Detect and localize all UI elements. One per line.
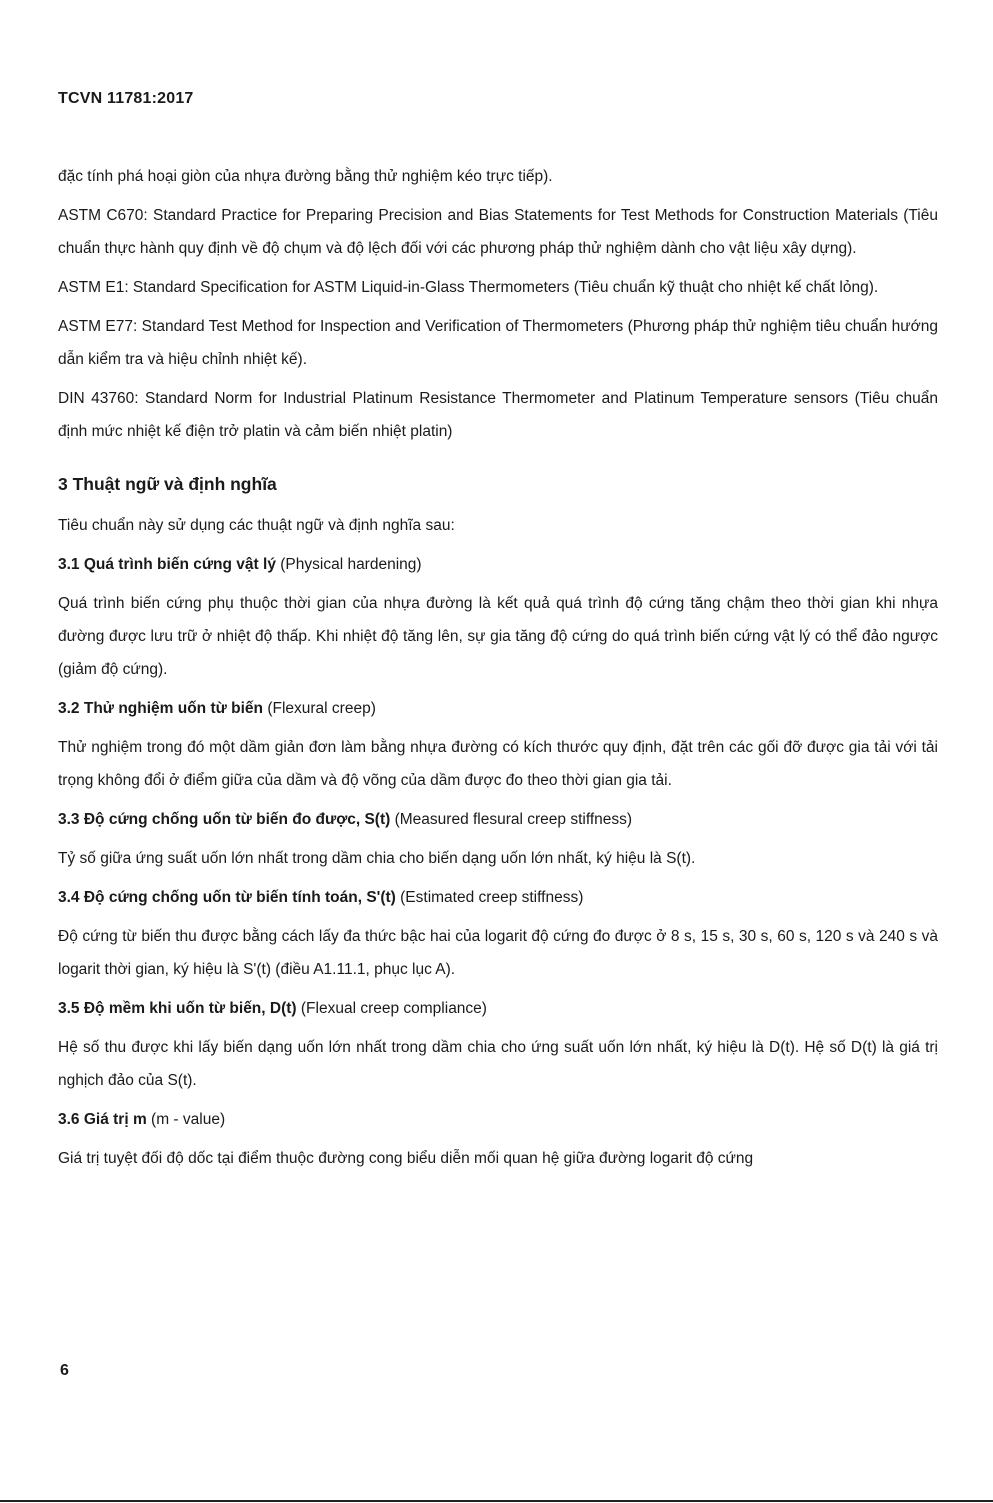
term-title: 3.4 Độ cứng chống uốn từ biến tính toán, S'(t) xyxy=(58,889,396,906)
term-english: (Measured flesural creep stiffness) xyxy=(390,811,633,828)
term-heading xyxy=(58,881,938,914)
term-title: 3.6 Giá trị m xyxy=(58,1111,147,1128)
term-definition: Thử nghiệm trong đó một dầm giản đơn làm bằng nhựa đường có kích thước quy định, đặt trên các gối đỡ được gia tải với tải trọng không đổi ở điểm giữa của dầm và độ võng của dầm được đo theo thời gian gia tải. xyxy=(58,739,938,789)
term-heading xyxy=(58,803,938,836)
reference-item: đặc tính phá hoại giòn của nhựa đường bằng thử nghiệm kéo trực tiếp). xyxy=(58,168,553,185)
term-english: (Estimated creep stiffness) xyxy=(395,889,584,906)
reference-item: DIN 43760: Standard Norm for Industrial Platinum Resistance Thermometer and Platinum Temperature sensors (Tiêu chuẩn định mức nhiệt kế điện trở platin và cảm biến nhiệt platin) xyxy=(58,390,938,440)
term-english: (m - value) xyxy=(146,1111,226,1128)
term-definition: Độ cứng từ biến thu được bằng cách lấy đa thức bậc hai của logarit độ cứng đo được ở 8 s, 15 s, 30 s, 60 s, 120 s và 240 s và logarit thời gian, ký hiệu là S'(t) (điều A1.11.1, phục lục A). xyxy=(58,928,938,978)
term-definition: Hệ số thu được khi lấy biến dạng uốn lớn nhất trong dầm chia cho ứng suất uốn lớn nhất, ký hiệu là D(t). Hệ số D(t) là giá trị nghịch đảo của S(t). xyxy=(58,1039,938,1089)
term-definition: Quá trình biến cứng phụ thuộc thời gian của nhựa đường là kết quả quá trình độ cứng tăng chậm theo thời gian khi nhựa đường được lưu trữ ở nhiệt độ thấp. Khi nhiệt độ tăng lên, sự gia tăng độ cứng do quá trình biến cứng vật lý có thể đảo ngược (giảm độ cứng). xyxy=(58,595,938,678)
section-heading: 3 Thuật ngữ và định nghĩa xyxy=(58,474,277,494)
term-heading xyxy=(58,548,938,581)
term-heading xyxy=(58,1103,938,1136)
term-heading xyxy=(58,992,938,1025)
term-title: 3.1 Quá trình biến cứng vật lý xyxy=(58,556,276,573)
term-title: 3.2 Thử nghiệm uốn từ biến xyxy=(58,700,264,717)
term-definition: Giá trị tuyệt đối độ dốc tại điểm thuộc đường cong biểu diễn mối quan hệ giữa đường logarit độ cứng xyxy=(58,1150,754,1167)
standard-code-header: TCVN 11781:2017 xyxy=(58,90,194,107)
term-heading xyxy=(58,692,938,725)
reference-item: ASTM E77: Standard Test Method for Inspection and Verification of Thermometers (Phương pháp thử nghiệm tiêu chuẩn hướng dẫn kiểm tra và hiệu chỉnh nhiệt kế). xyxy=(58,318,938,368)
reference-item: ASTM C670: Standard Practice for Preparing Precision and Bias Statements for Test Methods for Construction Materials (Tiêu chuẩn thực hành quy định về độ chụm và độ lệch đối với các phương pháp thử nghiệm dành cho vật liệu xây dựng). xyxy=(58,207,938,257)
scan-bottom-edge xyxy=(0,1500,993,1502)
page-content xyxy=(58,160,938,1181)
term-english: (Flexural creep) xyxy=(263,700,376,717)
term-english: (Physical hardening) xyxy=(275,556,422,573)
term-definition: Tỷ số giữa ứng suất uốn lớn nhất trong dầm chia cho biến dạng uốn lớn nhất, ký hiệu là S(t). xyxy=(58,850,696,867)
reference-item: ASTM E1: Standard Specification for ASTM Liquid-in-Glass Thermometers (Tiêu chuẩn kỹ thuật cho nhiệt kế chất lỏng). xyxy=(58,279,879,296)
term-english: (Flexual creep compliance) xyxy=(296,1000,487,1017)
term-title: 3.3 Độ cứng chống uốn từ biến đo được, S(t) xyxy=(58,811,391,828)
term-title: 3.5 Độ mềm khi uốn từ biến, D(t) xyxy=(58,1000,297,1017)
page-number: 6 xyxy=(60,1362,69,1379)
section-intro: Tiêu chuẩn này sử dụng các thuật ngữ và định nghĩa sau: xyxy=(58,517,455,534)
